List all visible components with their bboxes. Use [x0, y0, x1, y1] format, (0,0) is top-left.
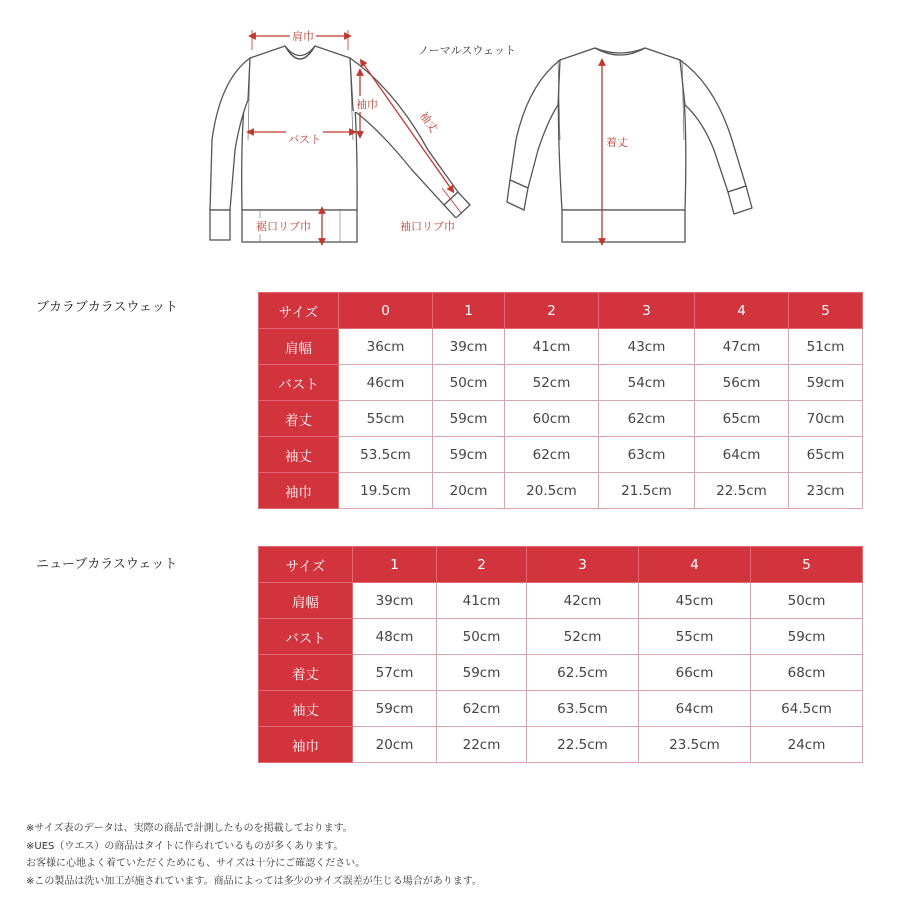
table-cell: 20cm	[353, 727, 437, 763]
table-cell: 62cm	[505, 437, 599, 473]
table-cell: 56cm	[695, 365, 789, 401]
table-row	[259, 473, 863, 509]
table-cell: 43cm	[599, 329, 695, 365]
size-col-header: 3	[599, 293, 695, 329]
table-cell: 64cm	[695, 437, 789, 473]
table-header-row	[259, 547, 863, 583]
table-row	[259, 329, 863, 365]
table-row	[259, 365, 863, 401]
table-cell: 54cm	[599, 365, 695, 401]
table-cell: 59cm	[433, 401, 505, 437]
size-col-header: 1	[433, 293, 505, 329]
table-cell: 36cm	[339, 329, 433, 365]
cuff-rib-label: 袖口リブ巾	[400, 220, 455, 233]
table-cell: 41cm	[437, 583, 527, 619]
table-cell: 46cm	[339, 365, 433, 401]
size-col-header: 3	[527, 547, 639, 583]
note-line: お客様に心地よく着ていただくためにも、サイズは十分にご確認ください。	[26, 858, 366, 869]
table-cell: 23.5cm	[639, 727, 751, 763]
hem-rib-label: 裾口リブ巾	[256, 220, 311, 233]
table-cell: 60cm	[505, 401, 599, 437]
table2-title: ニューブカラスウェット	[36, 557, 178, 572]
table-cell: 64.5cm	[751, 691, 863, 727]
size-header-cell: サイズ	[259, 547, 353, 583]
row-label: 袖丈	[259, 691, 353, 727]
table-cell: 20cm	[433, 473, 505, 509]
table-cell: 59cm	[437, 655, 527, 691]
table-cell: 62cm	[599, 401, 695, 437]
table-cell: 20.5cm	[505, 473, 599, 509]
size-col-header: 4	[695, 293, 789, 329]
table-cell: 63.5cm	[527, 691, 639, 727]
table-cell: 64cm	[639, 691, 751, 727]
size-col-header: 4	[639, 547, 751, 583]
size-col-header: 5	[751, 547, 863, 583]
table-cell: 22cm	[437, 727, 527, 763]
size-col-header: 5	[789, 293, 863, 329]
note-line: ※サイズ表のデータは、実際の商品で計測したものを掲載しております。	[26, 823, 353, 834]
bust-label: バスト	[288, 133, 321, 146]
row-label: 着丈	[259, 655, 353, 691]
row-label: 肩幅	[259, 583, 353, 619]
table-row	[259, 691, 863, 727]
table-cell: 19.5cm	[339, 473, 433, 509]
table-cell: 63cm	[599, 437, 695, 473]
table-cell: 50cm	[433, 365, 505, 401]
row-label: 袖巾	[259, 727, 353, 763]
table-row	[259, 437, 863, 473]
table-cell: 21.5cm	[599, 473, 695, 509]
table-cell: 22.5cm	[695, 473, 789, 509]
table-cell: 22.5cm	[527, 727, 639, 763]
table-row	[259, 619, 863, 655]
table1-title: ブカラブカラスウェット	[36, 300, 178, 315]
size-notes	[26, 820, 482, 890]
table-cell: 55cm	[339, 401, 433, 437]
table-cell: 65cm	[789, 437, 863, 473]
table-cell: 66cm	[639, 655, 751, 691]
table-cell: 45cm	[639, 583, 751, 619]
table-row	[259, 583, 863, 619]
size-col-header: 2	[505, 293, 599, 329]
table-header-row	[259, 293, 863, 329]
note-line: ※UES（ウエス）の商品はタイトに作られているものが多くあります。	[26, 840, 344, 852]
table-cell: 59cm	[751, 619, 863, 655]
table-row	[259, 727, 863, 763]
normal-sweat-label: ノーマルスウェット	[418, 44, 516, 57]
table-cell: 39cm	[353, 583, 437, 619]
table-cell: 59cm	[433, 437, 505, 473]
table-cell: 42cm	[527, 583, 639, 619]
row-label: 袖丈	[259, 437, 339, 473]
table-cell: 47cm	[695, 329, 789, 365]
table-cell: 62cm	[437, 691, 527, 727]
table-cell: 41cm	[505, 329, 599, 365]
table-cell: 48cm	[353, 619, 437, 655]
row-label: バスト	[259, 365, 339, 401]
table-cell: 53.5cm	[339, 437, 433, 473]
table-cell: 65cm	[695, 401, 789, 437]
note-line: ※この製品は洗い加工が施されています。商品によっては多少のサイズ誤差が生じる場合があります。	[26, 875, 482, 887]
table-cell: 50cm	[751, 583, 863, 619]
table-cell: 59cm	[353, 691, 437, 727]
row-label: 袖巾	[259, 473, 339, 509]
sleeve-width-label: 袖巾	[356, 98, 378, 111]
table-cell: 52cm	[505, 365, 599, 401]
row-label: バスト	[259, 619, 353, 655]
table-row	[259, 655, 863, 691]
size-col-header: 0	[339, 293, 433, 329]
table-cell: 23cm	[789, 473, 863, 509]
table-cell: 55cm	[639, 619, 751, 655]
table-cell: 52cm	[527, 619, 639, 655]
front-sweatshirt	[210, 46, 470, 242]
row-label: 肩幅	[259, 329, 339, 365]
row-label: 着丈	[259, 401, 339, 437]
length-label: 着丈	[606, 136, 628, 149]
table-cell: 57cm	[353, 655, 437, 691]
table-cell: 68cm	[751, 655, 863, 691]
table-cell: 59cm	[789, 365, 863, 401]
size-table-new-buka	[258, 546, 863, 763]
table-cell: 70cm	[789, 401, 863, 437]
sleeve-length-label: 袖丈	[415, 107, 443, 137]
table-cell: 50cm	[437, 619, 527, 655]
size-table-bukarabu	[258, 292, 863, 509]
table-row	[259, 401, 863, 437]
size-col-header: 2	[437, 547, 527, 583]
size-header-cell: サイズ	[259, 293, 339, 329]
table-cell: 24cm	[751, 727, 863, 763]
table-cell: 39cm	[433, 329, 505, 365]
size-col-header: 1	[353, 547, 437, 583]
table-cell: 51cm	[789, 329, 863, 365]
shoulder-label: 肩巾	[292, 30, 314, 43]
table-cell: 62.5cm	[527, 655, 639, 691]
